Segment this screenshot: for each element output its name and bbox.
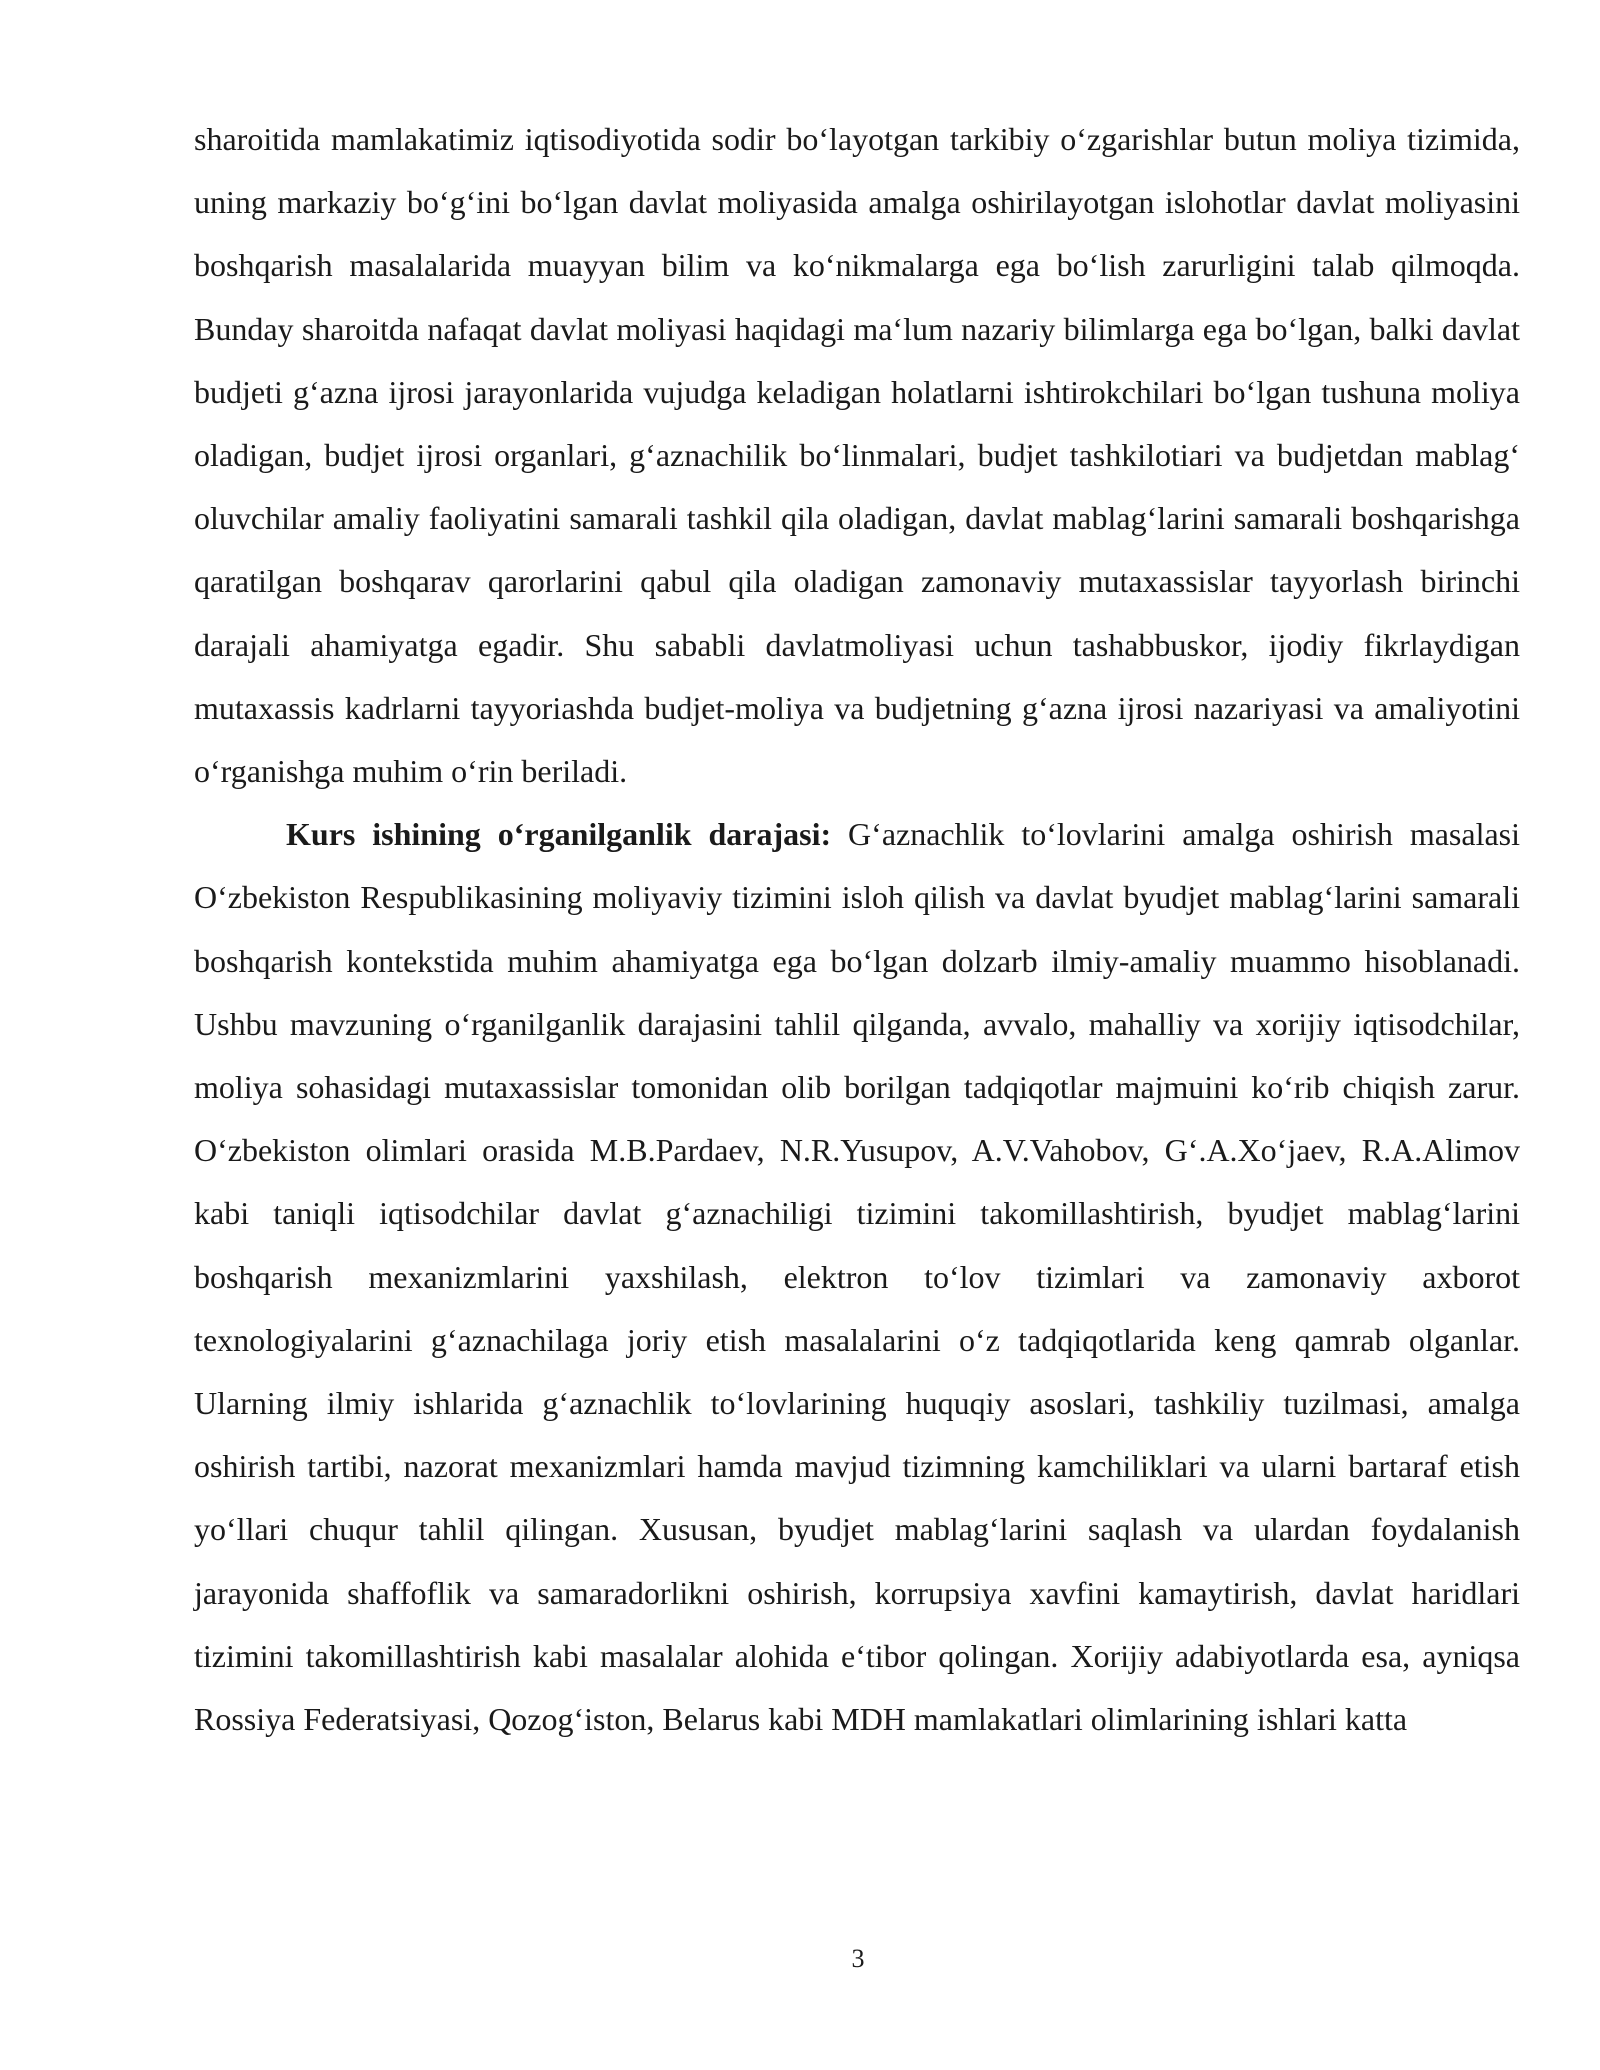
document-body [194,108,1520,1751]
paragraph-text: G‘aznachlik to‘lovlarini amalga oshirish masalasi O‘zbekiston Respublikasining moliyaviy tizimini isloh qilish va davlat byudjet mablag‘larini samarali boshqarish kontekstida muhim ahamiyatga ega bo‘lgan dolzarb ilmiy-amaliy muammo hisoblanadi. Ushbu mavzuning o‘rganilganlik darajasini tahlil qilganda, avvalo, mahalliy va xorijiy iqtisodchilar, moliya sohasidagi mutaxassislar tomonidan olib borilgan tadqiqotlar majmuini ko‘rib chiqish zarur. O‘zbekiston olimlari orasida M.B.Pardaev, N.R.Yusupov, A.V.Vahobov, G‘.A.Xo‘jaev, R.A.Alimov kabi taniqli iqtisodchilar davlat g‘aznachiligi tizimini takomillashtirish, byudjet mablag‘larini boshqarish mexanizmlarini yaxshilash, elektron to‘lov tizimlari va zamonaviy axborot texnologiyalarini g‘aznachilaga joriy etish masalalarini o‘z tadqiqotlarida keng qamrab olganlar. Ularning ilmiy ishlarida g‘aznachlik to‘lovlarining huquqiy asoslari, tashkiliy tuzilmasi, amalga oshirish tartibi, nazorat mexanizmlari hamda mavjud tizimning kamchiliklari va ularni bartaraf etish yo‘llari chuqur tahlil qilingan. Xususan, byudjet mablag‘larini saqlash va ulardan foydalanish jarayonida shaffoflik va samaradorlikni oshirish, korrupsiya xavfini kamaytirish, davlat haridlari tizimini takomillashtirish kabi masalalar alohida e‘tibor qolingan. Xorijiy adabiyotlarda esa, ayniqsa Rossiya Federatsiyasi, Qozog‘iston, Belarus kabi MDH mamlakatlari olimlarining ishlari katta [194,816,1521,1738]
paragraph-continuation [194,108,1520,803]
paragraph-text: sharoitida mamlakatimiz iqtisodiyotida sodir bo‘layotgan tarkibiy o‘zgarishlar butun moliya tizimida, uning markaziy bo‘g‘ini bo‘lgan davlat moliyasida amalga oshirilayotgan islohotlar davlat moliyasini boshqarish masalalarida muayyan bilim va ko‘nikmalarga ega bo‘lish zarurligini talab qilmoqda. Bunday sharoitda nafaqat davlat moliyasi haqidagi ma‘lum nazariy bilimlarga ega bo‘lgan, balki davlat budjeti g‘azna ijrosi jarayonlarida vujudga keladigan holatlarni ishtirokchilari bo‘lgan tushuna moliya oladigan, budjet ijrosi organlari, g‘aznachilik bo‘linmalari, budjet tashkilotiari va budjetdan mablag‘ oluvchilar amaliy faoliyatini samarali tashkil qila oladigan, davlat mablag‘larini samarali boshqarishga qaratilgan boshqarav qarorlarini qabul qila oladigan zamonaviy mutaxassislar tayyorlash birinchi darajali ahamiyatga egadir. Shu sababli davlatmoliyasi uchun tashabbuskor, ijodiy fikrlaydigan mutaxassis kadrlarni tayyoriashda budjet-moliya va budjetning g‘azna ijrosi nazariyasi va amaliyotini o‘rganishga muhim o‘rin beriladi. [194,121,1520,790]
paragraph-study-level [194,803,1520,1751]
page-number: 3 [851,1944,865,1973]
paragraph-heading-lead: Kurs ishining o‘rganilganlik darajasi: [286,816,832,853]
